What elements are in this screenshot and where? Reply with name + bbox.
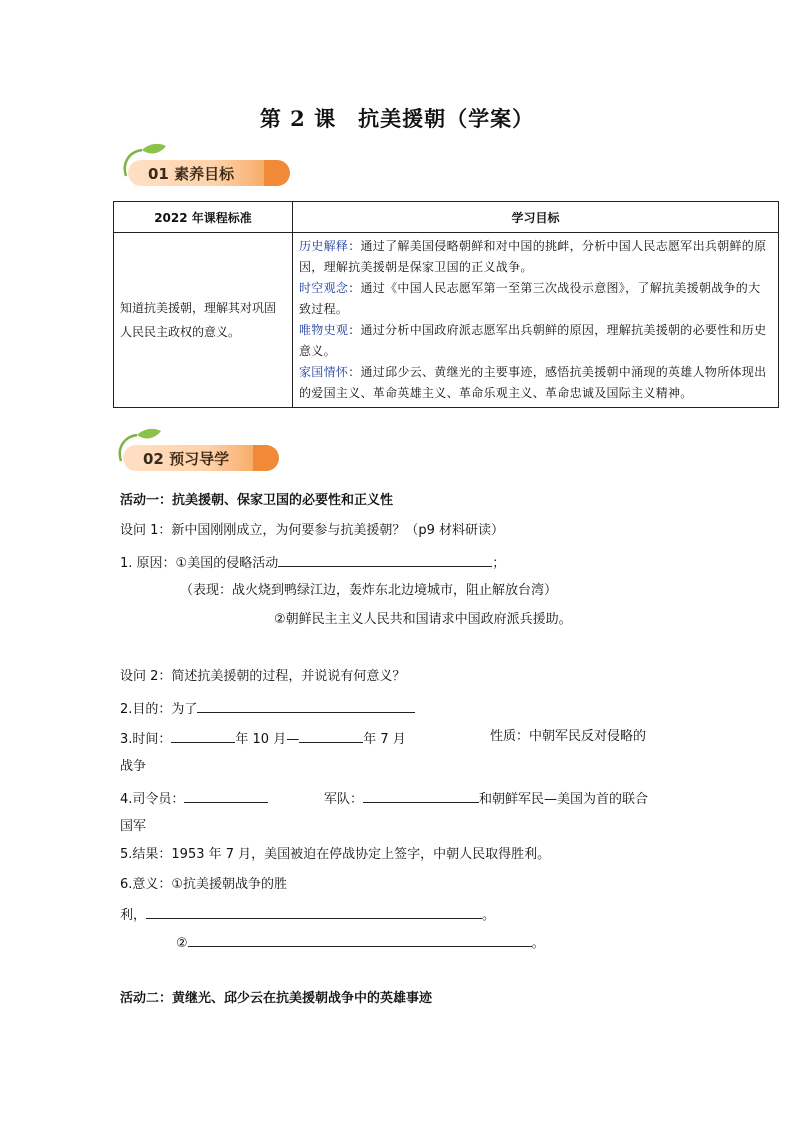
section-banner-preview xyxy=(113,441,283,473)
section-title: 01 素养目标 xyxy=(148,165,235,183)
aim-key: 时空观念 xyxy=(299,281,349,295)
purpose-line xyxy=(120,698,415,719)
time-line xyxy=(120,728,406,749)
aim-item xyxy=(299,362,772,404)
aim-text: ：通过邱少云、黄继光的主要事迹，感悟抗美援朝中涌现的英雄人物所体现出的爱国主义、革命英雄主义、革命乐观主义、革命忠诚及国际主义精神。 xyxy=(299,365,767,400)
header-standard: 2022 年课程标准 xyxy=(114,202,293,233)
answer-blank[interactable] xyxy=(299,728,363,743)
meaning-end: 。 xyxy=(482,908,496,923)
purpose-label: 2.目的：为了 xyxy=(120,702,198,717)
page-title xyxy=(0,103,794,133)
aim-text: ：通过分析中国政府派志愿军出兵朝鲜的原因，理解抗美援朝的必要性和历史意义。 xyxy=(299,323,767,358)
goals-table xyxy=(113,201,779,408)
army-cont: 国军 xyxy=(120,819,147,834)
activity-two-heading: 活动二：黄继光、邱少云在抗美援朝战争中的英雄事迹 xyxy=(120,991,433,1006)
meaning-cont-line xyxy=(120,904,495,925)
meaning-two-end: 。 xyxy=(531,936,545,951)
meaning-cont: 利， xyxy=(120,908,147,923)
aim-key: 家国情怀 xyxy=(299,365,349,379)
header-goal: 学习目标 xyxy=(293,202,779,233)
table-row xyxy=(114,233,779,408)
army-line xyxy=(324,788,648,809)
result-line: 5.结果：1953 年 7 月，美国被迫在停战协定上签字，中朝人民取得胜利。 xyxy=(120,847,551,862)
answer-blank[interactable] xyxy=(188,932,532,947)
reason-end: ； xyxy=(492,556,506,571)
table-header-row xyxy=(114,202,779,233)
lesson-number: 第 2 课 xyxy=(259,106,337,131)
aim-text: ：通过《中国人民志愿军第一至第三次战役示意图》，了解抗美援朝战争的大致过程。 xyxy=(299,281,761,316)
section-banner-goals xyxy=(118,156,293,188)
reason-note: （表现：战火烧到鸭绿江边，轰炸东北边境城市，阻止解放台湾） xyxy=(180,583,558,598)
meaning-line: 6.意义：①抗美援朝战争的胜 xyxy=(120,877,288,892)
aim-key: 历史解释 xyxy=(299,239,349,253)
activity-one-heading: 活动一：抗美援朝、保家卫国的必要性和正义性 xyxy=(120,493,394,508)
nature-label: 性质：中朝军民反对侵略的 xyxy=(490,729,647,744)
army-suffix: 和朝鲜军民—美国为首的联合 xyxy=(479,792,649,807)
section-title: 02 预习导学 xyxy=(143,450,230,468)
aim-item xyxy=(299,278,772,320)
aim-item xyxy=(299,236,772,278)
time-mid: 年 10 月— xyxy=(235,732,300,747)
answer-blank[interactable] xyxy=(171,728,235,743)
standard-cell: 知道抗美援朝，理解其对巩固人民民主政权的意义。 xyxy=(114,233,293,408)
reason-line xyxy=(120,552,505,573)
answer-blank[interactable] xyxy=(146,904,482,919)
time-end: 年 7 月 xyxy=(363,732,406,747)
question-two: 设问 2：简述抗美援朝的过程，并说说有何意义？ xyxy=(120,669,406,684)
reason-label: 1. 原因：①美国的侵略活动 xyxy=(120,556,279,571)
commander-line xyxy=(120,788,268,809)
aim-text: ：通过了解美国侵略朝鲜和对中国的挑衅，分析中国人民志愿军出兵朝鲜的原因，理解抗美援朝是保家卫国的正义战争。 xyxy=(299,239,767,274)
answer-blank[interactable] xyxy=(363,788,479,803)
aims-cell xyxy=(293,233,779,408)
answer-blank[interactable] xyxy=(197,698,415,713)
lesson-title: 抗美援朝（学案） xyxy=(358,106,535,131)
answer-blank[interactable] xyxy=(184,788,268,803)
meaning-two-line xyxy=(176,932,545,953)
question-one: 设问 1：新中国刚刚成立，为何要参与抗美援朝？（p9 材料研读） xyxy=(120,523,505,538)
commander-label: 4.司令员： xyxy=(120,792,185,807)
aim-key: 唯物史观 xyxy=(299,323,349,337)
army-label: 军队： xyxy=(324,792,364,807)
time-label: 3.时间： xyxy=(120,732,172,747)
meaning-two-label: ② xyxy=(176,936,188,951)
reason-two: ②朝鲜民主主义人民共和国请求中国政府派兵援助。 xyxy=(274,612,572,627)
aim-item xyxy=(299,320,772,362)
answer-blank[interactable] xyxy=(278,552,492,567)
nature-cont: 战争 xyxy=(120,759,147,774)
